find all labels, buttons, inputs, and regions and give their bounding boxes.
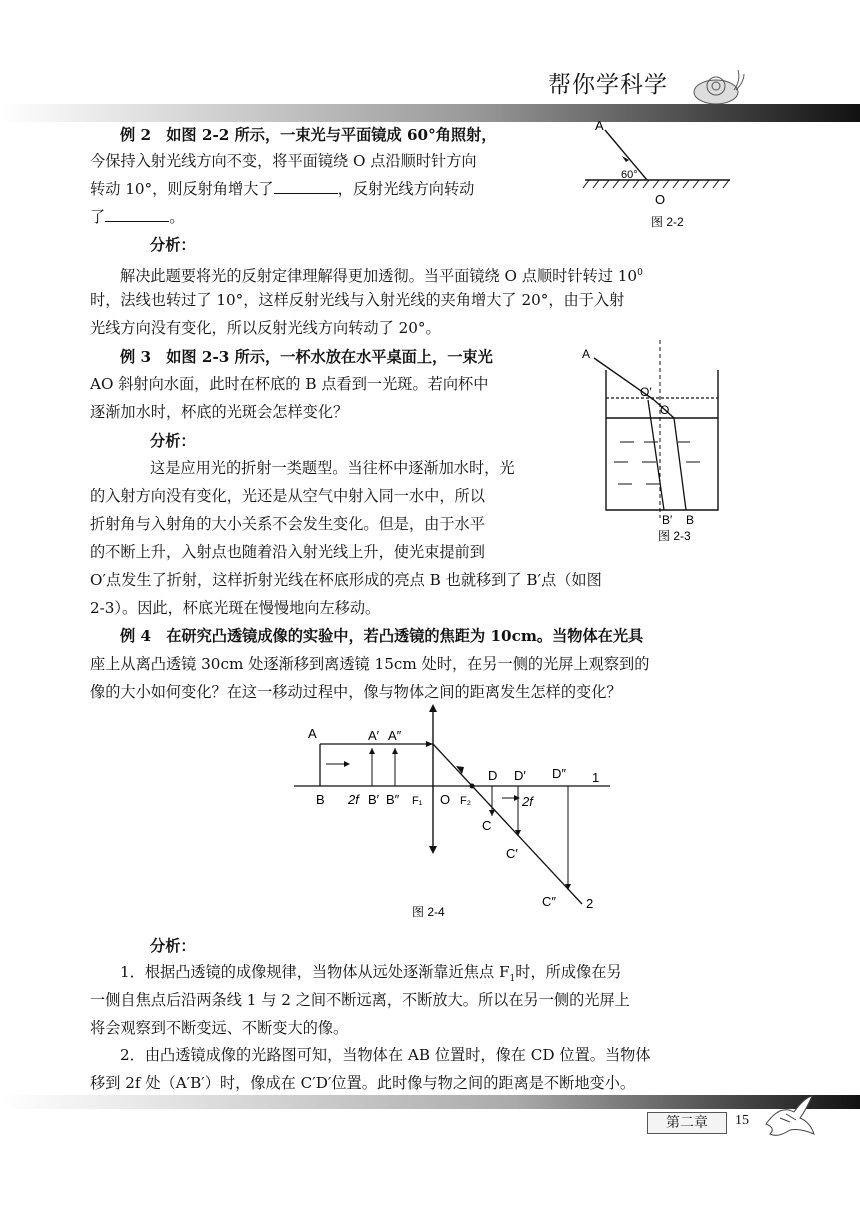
ex4-line-2: 座上从离凸透镜 30cm 处逐渐移到离透镜 15cm 处时，在另一侧的光屏上观察到的 (90, 655, 650, 673)
fig24-label-D1: D′ (514, 768, 526, 783)
ex2-line-4: 了 。 (90, 208, 185, 226)
ex4-analysis-line-4: 2．由凸透镜成像的光路图可知，当物体在 AB 位置时，像在 CD 位置。当物体 (120, 1046, 651, 1064)
ex3-analysis-line-3: 折射角与入射角的大小关系不会发生变化。但是，由于水平 (90, 515, 485, 533)
ex4-analysis-line-5: 移到 2f 处（A′B′）时，像成在 C′D′位置。此时像与物之间的距离是不断地变小。 (90, 1074, 636, 1092)
fig24-label-B: B (316, 792, 325, 807)
fig24-label-D2: D″ (552, 766, 566, 781)
fig24-label-F2: F₂ (460, 795, 471, 807)
fig24-label-2f-right: 2f (522, 794, 533, 809)
ex3-line-1: 例 3 如图 2-3 所示，一杯水放在水平桌面上，一束光 (120, 348, 493, 366)
ex4-line-1: 例 4 在研究凸透镜成像的实验中，若凸透镜的焦距为 10cm。当物体在光具 (120, 627, 644, 645)
fig24-label-O: O (440, 792, 451, 807)
fig24-label-line1: 1 (592, 770, 600, 785)
ex3-analysis-title: 分析： (150, 432, 196, 450)
ex3-analysis-line-2: 的入射方向没有变化，光还是从空气中射入同一水中，所以 (90, 487, 485, 505)
ex2-analysis-line-1: 解决此题要将光的反射定律理解得更加透彻。当平面镜绕 O 点顺时针转过 $10^0$ (120, 267, 643, 286)
figure-2-4 (280, 704, 620, 920)
fig24-label-B1: B′ (368, 792, 380, 807)
fig24-label-B2: B″ (386, 792, 400, 807)
ex2-analysis-title: 分析： (150, 236, 196, 254)
ex3-analysis-line-4: 的不断上升，入射点也随着沿入射光线上升，使光束提前到 (90, 543, 485, 561)
page-number: 15 (735, 1113, 749, 1128)
ex3-analysis-line-5: O′点发生了折射，这样折射光线在杯底形成的亮点 B 也就移到了 B′点（如图 (90, 571, 602, 589)
fig23-label-b-prime: B′ (662, 513, 673, 527)
ex4-analysis-line-1: 1．根据凸透镜的成像规律，当物体从远处逐渐靠近焦点 $F_1$时，所成像在另 (120, 963, 622, 985)
fig24-label-C: C (482, 818, 492, 833)
ex2-line-3: 转动 10°，则反射角增大了 ，反射光线方向转动 (90, 180, 475, 198)
answer-blank-2[interactable] (105, 221, 169, 222)
fig24-label-D: D (488, 768, 498, 783)
fig23-caption: 图 2-3 (658, 529, 691, 543)
figure-2-3 (578, 338, 738, 548)
ex3-analysis-line-6: 2-3）。因此，杯底光斑在慢慢地向左移动。 (90, 599, 381, 617)
fig24-label-C1: C′ (506, 846, 518, 861)
bird-icon (760, 1094, 816, 1144)
fig23-label-a: A (582, 347, 591, 361)
ex3-line-3: 逐渐加水时，杯底的光斑会怎样变化？ (90, 403, 349, 421)
ex2-analysis-line-3: 光线方向没有变化，所以反射光线方向转动了 20°。 (90, 319, 441, 337)
ex3-line-2: AO 斜射向水面，此时在杯底的 B 点看到一光斑。若向杯中 (90, 375, 489, 393)
fig24-label-F1: F₁ (412, 795, 423, 807)
fig24-label-A: A (308, 726, 317, 741)
fig22-label-o: O (655, 192, 666, 207)
ex2-line-2: 今保持入射光线方向不变，将平面镜绕 O 点沿顺时针方向 (90, 152, 477, 170)
fig23-label-o: O (660, 403, 670, 417)
ex4-analysis-line-2: 一侧自焦点后沿两条线 1 与 2 之间不断远离，不断放大。所以在另一侧的光屏上 (90, 991, 630, 1009)
fig23-label-b: B (686, 513, 695, 527)
ex4-line-3: 像的大小如何变化？在这一移动过程中，像与物体之间的距离发生怎样的变化？ (90, 683, 622, 701)
ex3-analysis-line-1: 这是应用光的折射一类题型。当往杯中逐渐加水时，光 (150, 459, 515, 477)
header-title: 帮你学科学 (548, 72, 668, 98)
fig24-label-A2: A″ (388, 728, 402, 743)
fig24-label-C2: C″ (542, 894, 556, 909)
ex4-analysis-title: 分析： (150, 937, 196, 955)
fig24-caption: 图 2-4 (412, 905, 445, 919)
fig24-label-A1: A′ (368, 728, 380, 743)
ex2-analysis-line-2: 时，法线也转过了 10°，这样反射光线与入射光线的夹角增大了 20°，由于入射 (90, 291, 625, 309)
chapter-label: 第二章 (647, 1112, 727, 1134)
fig23-label-o-prime: O′ (640, 385, 652, 399)
fig24-label-2f-left: 2f (348, 792, 359, 807)
ex4-analysis-line-3: 将会观察到不断变远、不断变大的像。 (90, 1019, 349, 1037)
ex2-line-1: 例 2 如图 2-2 所示，一束光与平面镜成 60°角照射， (120, 126, 497, 144)
answer-blank-1[interactable] (274, 193, 338, 194)
fig24-label-line2: 2 (586, 896, 594, 911)
figure-2-2 (575, 112, 755, 232)
fig22-label-a: A (595, 118, 604, 133)
fig22-label-angle: 60° (621, 169, 638, 181)
fig22-caption: 图 2-2 (651, 215, 684, 229)
